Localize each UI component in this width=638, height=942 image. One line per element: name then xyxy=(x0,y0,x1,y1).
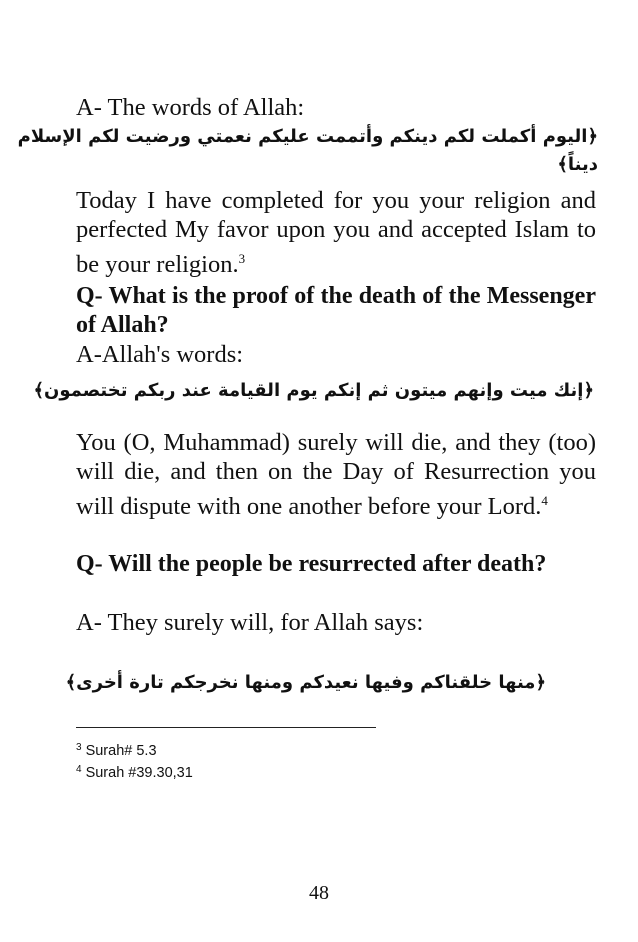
answer-label-1: A- The words of Allah: xyxy=(76,94,305,121)
footnote-divider xyxy=(76,727,376,728)
page-number: 48 xyxy=(309,882,329,904)
arabic-verse-1-line-2: ديناً﴾ xyxy=(557,154,598,175)
translation-2-text: You (O, Muhammad) surely will die, and they (too) will die, and then on the Day of Resurrection you will dispute with one another before your Lord. xyxy=(76,429,596,520)
translation-2 xyxy=(76,428,596,521)
footnote-4-number: 4 xyxy=(76,764,82,775)
footnote-4 xyxy=(76,760,193,783)
footnote-3-text: Surah# 5.3 xyxy=(85,743,157,759)
footnote-4-text: Surah #39.30,31 xyxy=(85,765,193,781)
answer-label-3: A- They surely will, for Allah says: xyxy=(76,609,424,636)
footnote-ref-3: 3 xyxy=(238,251,246,266)
footnote-ref-4: 4 xyxy=(541,493,548,508)
footnote-3 xyxy=(76,738,157,761)
answer-label-2: A-Allah's words: xyxy=(76,341,244,368)
footnote-3-number: 3 xyxy=(76,742,82,753)
translation-1-text: Today I have completed for you your religion and perfected My favor upon you and accepted Islam to be your religion. xyxy=(76,187,596,278)
question-2: Q- Will the people be resurrected after death? xyxy=(76,551,547,577)
arabic-verse-2: ﴿إنك ميت وإنهم ميتون ثم إنكم يوم القيامة عند ربكم تختصمون﴾ xyxy=(33,380,594,401)
translation-1 xyxy=(76,186,596,279)
arabic-verse-1-line-1: ﴿اليوم أكملت لكم دينكم وأتممت عليكم نعمتي ورضيت لكم الإسلام xyxy=(17,126,598,147)
question-1: Q- What is the proof of the death of the Messenger of Allah? xyxy=(76,283,596,338)
arabic-verse-3: ﴿منها خلقناكم وفيها نعيدكم ومنها نخرجكم تارة أخرى﴾ xyxy=(65,672,546,693)
